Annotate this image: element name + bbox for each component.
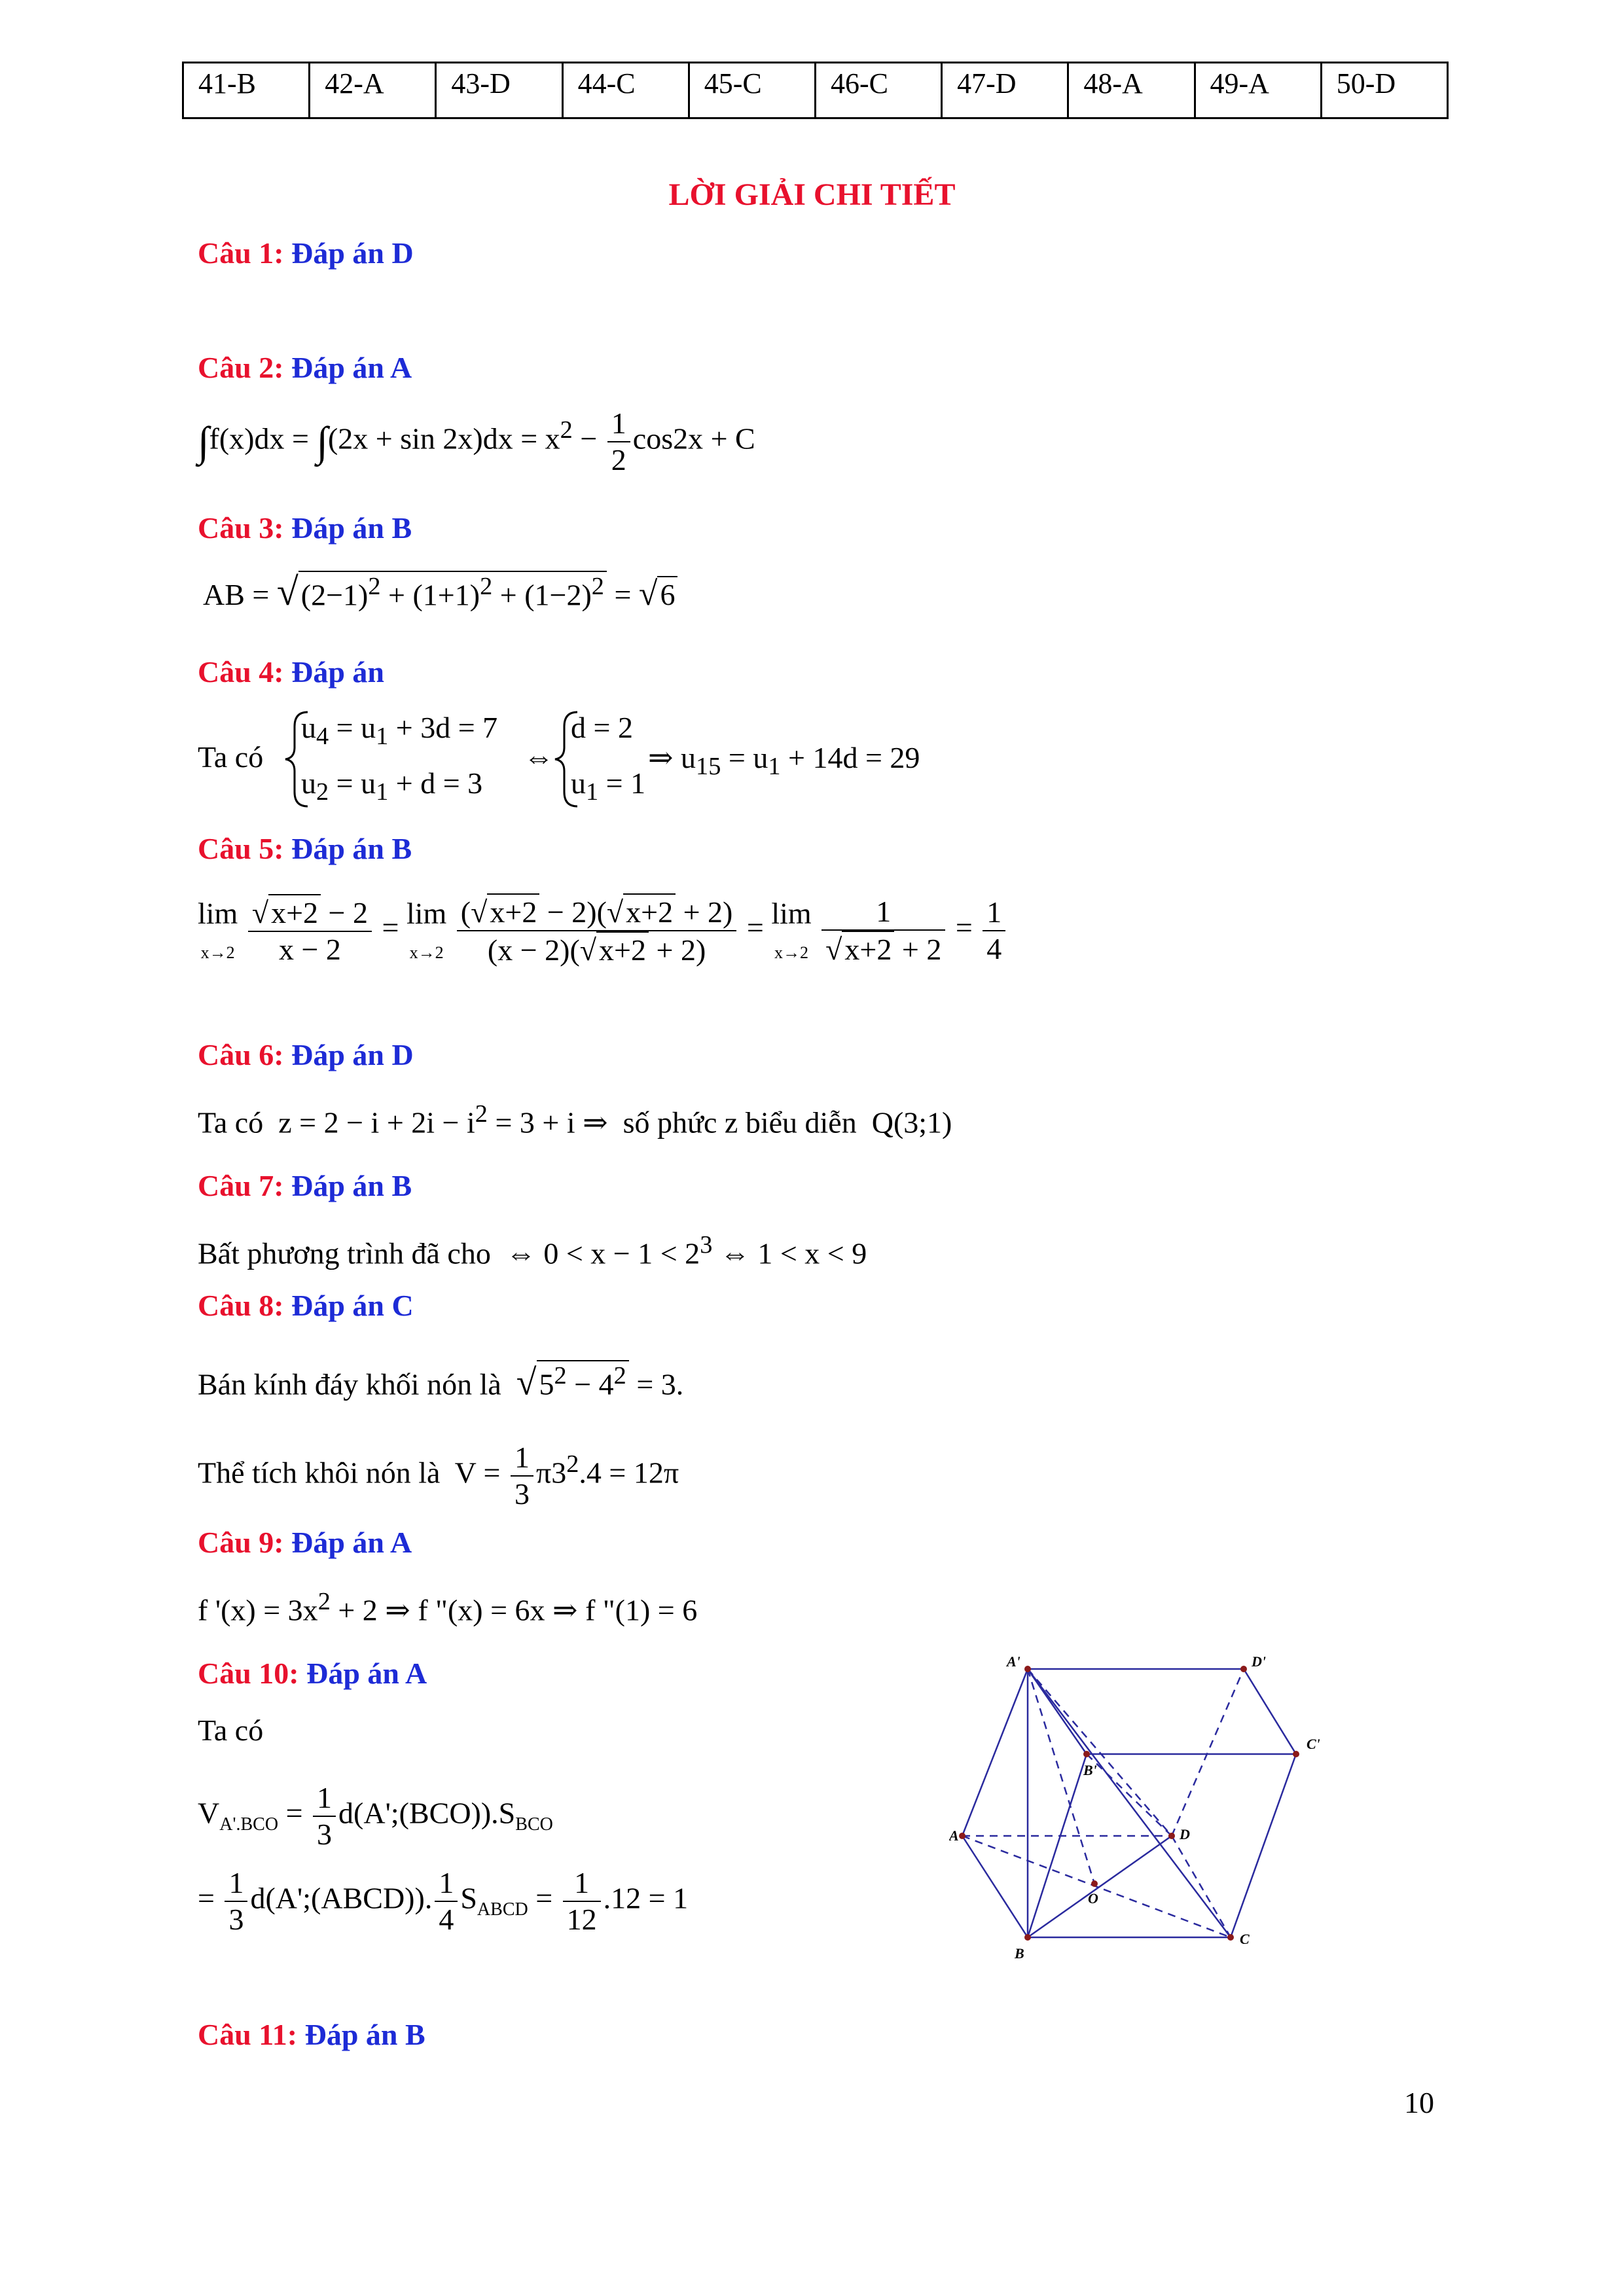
- page-number: 10: [1404, 2086, 1434, 2119]
- formula-q4-eq4: $u_1 = 1$: [571, 766, 646, 806]
- formula-q2: $\int f(x)dx = \int(2x + \sin 2x)dx = x^2$ − $\frac{1}{2}$ cos2x + C: [198, 406, 755, 476]
- label-c: C: [1240, 1931, 1250, 1947]
- section-title: LỜI GIẢI CHI TIẾT: [668, 177, 956, 212]
- label-o: O: [1088, 1890, 1098, 1907]
- formula-q10-line2: = $\frac{1}{3}$ d(A';(ABCD)). $\frac{1}{4}$ $S_{ABCD}$ = $\frac{1}{12}$ .12 = 1: [198, 1866, 689, 1936]
- answer-cell: 41-B: [183, 63, 310, 118]
- formula-q3: AB = $√(2-1)^2 + (1+1)^2 + (1-2)^2 = √6$: [203, 569, 677, 615]
- formula-q4-eq3: d = 2: [571, 711, 633, 744]
- text-q8-line2: Thể tích khôi nón là V = $\frac{1}{3}$ $\pi 3^2.4 = 12\pi$: [198, 1441, 679, 1511]
- label-a-prime: A': [1007, 1653, 1020, 1670]
- question-heading-11: Câu 11: Đáp án B: [198, 2018, 425, 2051]
- label-c-prime: C': [1307, 1736, 1320, 1752]
- question-heading-8: Câu 8: Đáp án C: [198, 1289, 414, 1322]
- answer-cell: 42-A: [310, 63, 436, 118]
- answer-cell: 50-D: [1321, 63, 1447, 118]
- label-d: D: [1180, 1826, 1190, 1842]
- formula-q4-result: ⇒ $u_{15} = u_1 + 14d = 29$: [648, 741, 920, 781]
- answer-cell: 48-A: [1068, 63, 1195, 118]
- answer-cell: 43-D: [436, 63, 562, 118]
- question-heading-1: Câu 1: Đáp án D: [198, 236, 414, 270]
- label-a: A: [949, 1827, 959, 1844]
- answer-cell: 46-C: [815, 63, 941, 118]
- label-b-prime: B': [1083, 1762, 1097, 1778]
- label-d-prime: D': [1252, 1653, 1266, 1670]
- formula-q9: f '$(x) = 3x^2 + 2$ ⇒ f "(x) = 6x ⇒ f "(1) = 6: [198, 1588, 698, 1627]
- answer-cell: 44-C: [562, 63, 689, 118]
- text-q6: Ta có $z = 2 - i + 2i - i^2 = 3 + i$ ⇒ số phức z biểu diễn Q(3;1): [198, 1100, 952, 1139]
- question-heading-10: Câu 10: Đáp án A: [198, 1657, 427, 1690]
- formula-q4-equiv: ⇔: [524, 740, 554, 774]
- question-heading-9: Câu 9: Đáp án A: [198, 1526, 412, 1559]
- formula-q5: lim x→2 $\frac{√x+2 - 2}{x - 2}$ = lim x→2 $\frac{(√x+2 - 2)(√x+2 + 2)}{(x - 2)(√x+2 + 2)}$ = lim x→2 $\frac{1}{√x+2 + 2}$ = $\frac{1}{4}$: [198, 893, 1008, 968]
- text-q10-ta-co: Ta có: [198, 1713, 264, 1747]
- question-heading-6: Câu 6: Đáp án D: [198, 1038, 414, 1071]
- answer-cell: 49-A: [1195, 63, 1321, 118]
- text-q7: Bất phương trình đã cho ⇔ $0 < x - 1 < 2^3$ ⇔ 1 < x < 9: [198, 1231, 867, 1270]
- answer-cell: 47-D: [942, 63, 1068, 118]
- formula-q4-eq2: $u_2 = u_1 + d = 3$: [301, 766, 483, 806]
- text-q8-line1: Bán kính đáy khối nón là $√5^2 - 4^2 = 3$.: [198, 1360, 683, 1403]
- answer-key-table: [182, 62, 1449, 119]
- question-heading-5: Câu 5: Đáp án B: [198, 832, 412, 865]
- question-heading-7: Câu 7: Đáp án B: [198, 1169, 412, 1202]
- question-heading-3: Câu 3: Đáp án B: [198, 511, 412, 545]
- answer-cell: 45-C: [689, 63, 815, 118]
- question-heading-4: Câu 4: Đáp án: [198, 655, 385, 689]
- formula-q10-line1: $V_{A'.BCO}$ = $\frac{1}{3}$ $d(A';(BCO)).S_{BCO}$: [198, 1781, 553, 1851]
- label-b: B: [1015, 1945, 1024, 1962]
- question-heading-2: Câu 2: Đáp án A: [198, 351, 412, 384]
- formula-q4-eq1: $u_4 = u_1 + 3d = 7$: [301, 711, 498, 751]
- text-ta-co-q4: Ta có: [198, 740, 264, 774]
- parallelepiped-figure: [949, 1649, 1342, 1977]
- table-row: [183, 63, 1448, 118]
